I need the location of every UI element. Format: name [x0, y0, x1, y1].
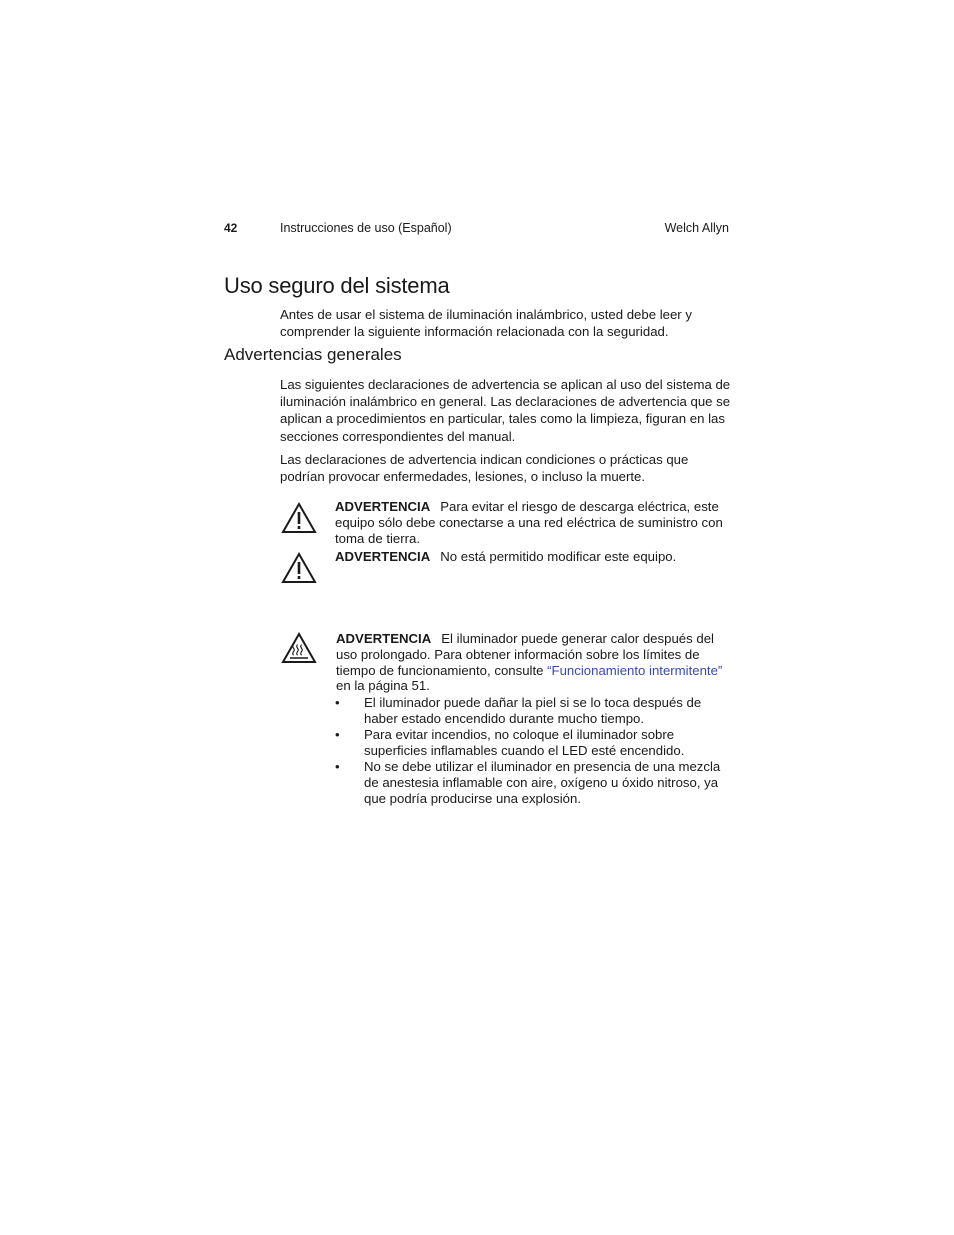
list-item	[335, 727, 735, 759]
cross-reference-link[interactable]: “Funcionamiento intermitente”	[547, 662, 723, 678]
warning-electric-shock	[335, 499, 730, 546]
subsection-title: Advertencias generales	[224, 345, 402, 364]
warning-triangle-icon	[281, 502, 317, 534]
section-intro: Antes de usar el sistema de iluminación inalámbrico, usted debe leer y comprender la siguiente información relacionada con la seguridad.	[280, 307, 692, 340]
page-number: 42	[224, 221, 238, 235]
list-item	[335, 759, 735, 806]
hot-surface-icon	[281, 632, 317, 664]
warning-hot-surface	[336, 631, 731, 694]
bullet-icon: •	[335, 759, 340, 775]
warning-label: ADVERTENCIA	[336, 631, 432, 646]
list-item	[335, 695, 735, 727]
warning-label: ADVERTENCIA	[335, 549, 431, 564]
warning-text-tail: en la página 51.	[336, 678, 430, 694]
bullet-icon: •	[335, 695, 340, 710]
warning-text: Para evitar el riesgo de descarga eléctrica, este equipo sólo debe conectarse a una red eléctrica de suministro con toma de tierra.	[335, 499, 723, 546]
warning-text: No está permitido modificar este equipo.	[440, 549, 677, 564]
bullet-icon: •	[335, 727, 340, 743]
brand-name: Welch Allyn	[664, 221, 729, 235]
warning-label: ADVERTENCIA	[335, 499, 431, 514]
warning-no-modification	[335, 549, 730, 565]
general-warnings-paragraph: Las siguientes declaraciones de advertencia se aplican al uso del sistema de iluminación inalámbrico en general. Las declaraciones de advertencia que se aplican a procedimientos en particular, tales como la limpieza, figuran en las secciones correspondientes del manual.	[280, 377, 731, 444]
list-item-text: El iluminador puede dañar la piel si se lo toca después de haber estado encendido durante mucho tiempo.	[364, 695, 702, 726]
hot-surface-bullet-list	[335, 695, 735, 807]
list-item-text: No se debe utilizar el iluminador en presencia de una mezcla de anestesia inflamable con aire, oxígeno u óxido nitroso, ya que podría producirse una explosión.	[364, 759, 721, 806]
warning-triangle-icon	[281, 552, 317, 584]
warnings-definition-paragraph: Las declaraciones de advertencia indican condiciones o prácticas que podrían provocar enfermedades, lesiones, o incluso la muerte.	[280, 452, 689, 485]
document-title: Instrucciones de uso (Español)	[280, 221, 452, 235]
section-title: Uso seguro del sistema	[224, 273, 450, 298]
warning-text: El iluminador puede generar calor después del uso prolongado. Para obtener información sobre los límites de tiempo de funcionamiento, consulte	[336, 631, 714, 678]
list-item-text: Para evitar incendios, no coloque el iluminador sobre superficies inflamables cuando el LED esté encendido.	[364, 727, 685, 758]
